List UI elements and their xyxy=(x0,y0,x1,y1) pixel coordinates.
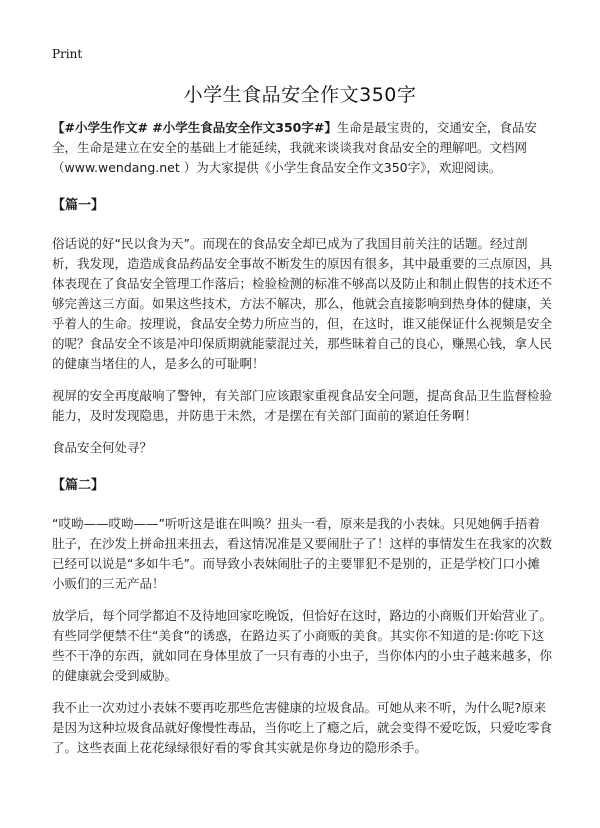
section-1-paragraph: 食品安全何处寻？ xyxy=(52,440,153,455)
section-2-paragraph: 放学后，每个同学都迫不及待地回家吃晚饭，但恰好在这时，路边的小商贩们开始营业了。有些同学便禁不住“美食”的诱惑，在路边买了小商贩的美食。其实你不知道的是:你吃下这些不干净的东西，就如同在身体里放了一只有毒的小虫子，当你体内的小虫子越来越多，你的健康就会受到威胁。 xyxy=(52,608,553,683)
page-title: 小学生食品安全作文350字 xyxy=(183,84,417,106)
section-2-paragraph: “哎呦——哎呦——”听听这是谁在叫唤？扭头一看，原来是我的小表妹。只见她俩手捂着肚子，在沙发上拼命扭来扭去，看这情况准是又要闹肚子了！这样的事情发生在我家的次数已经可以说是“多如牛毛”。而导致小表妹闹肚子的主要罪犯不是别的，正是学校门口小摊小贩们的三无产品！ xyxy=(52,516,553,591)
intro-tag: 【#小学生作文# #小学生食品安全作文350字#】 xyxy=(52,120,337,135)
print-link[interactable]: Print xyxy=(52,47,83,61)
intro-text: 生命是最宝贵的，交通安全，食品安全，生命是建立在安全的基础上才能延续，我就来谈谈我对食品安全的理解吧。文档网（www.wendang.net ）为大家提供《小学生食品安全作文350字》，欢迎阅读。 xyxy=(52,120,537,175)
intro-paragraph xyxy=(52,118,552,178)
section-2-heading: 【篇二】 xyxy=(52,478,105,493)
section-2-paragraph: 我不止一次劝过小表妹不要再吃那些危害健康的垃圾食品。可她从来不听，为什么呢?原来是因为这种垃圾食品就好像慢性毒品，当你吃上了瘾之后，就会变得不爱吃饭，只爱吃零食了。这些表面上花花绿绿很好看的零食其实就是你身边的隐形杀手。 xyxy=(52,700,553,755)
article-body xyxy=(52,118,552,758)
section-1-paragraph: 俗话说的好“民以食为天”。而现在的食品安全却已成为了我国目前关注的话题。经过剖析，我发现，造造成食品药品安全事故不断发生的原因有很多，其中最重要的三点原因，具体表现在了食品安全管理工作落后；检验检测的标准不够高以及防止和制止假售的技术还不够完善这三方面。如果这些技术，方法不解决，那么，他就会直接影响到热身体的健康，关乎着人的生命。按理说，食品安全势力所应当的，但，在这时，谁又能保证什么视频是安全的呢？食品安全不该是冲印保质期就能蒙混过关，那些昧着自己的良心，赚黑心钱，拿人民的健康当堵住的人，是多么的可耻啊！ xyxy=(52,236,553,371)
section-1-paragraph: 视屏的安全再度敲响了警钟，有关部门应该跟家重视食品安全问题，提高食品卫生监督检验能力，及时发现隐患，并防患于未然，才是摆在有关部门面前的紧迫任务啊！ xyxy=(52,388,553,423)
section-1-heading: 【篇一】 xyxy=(52,198,105,213)
